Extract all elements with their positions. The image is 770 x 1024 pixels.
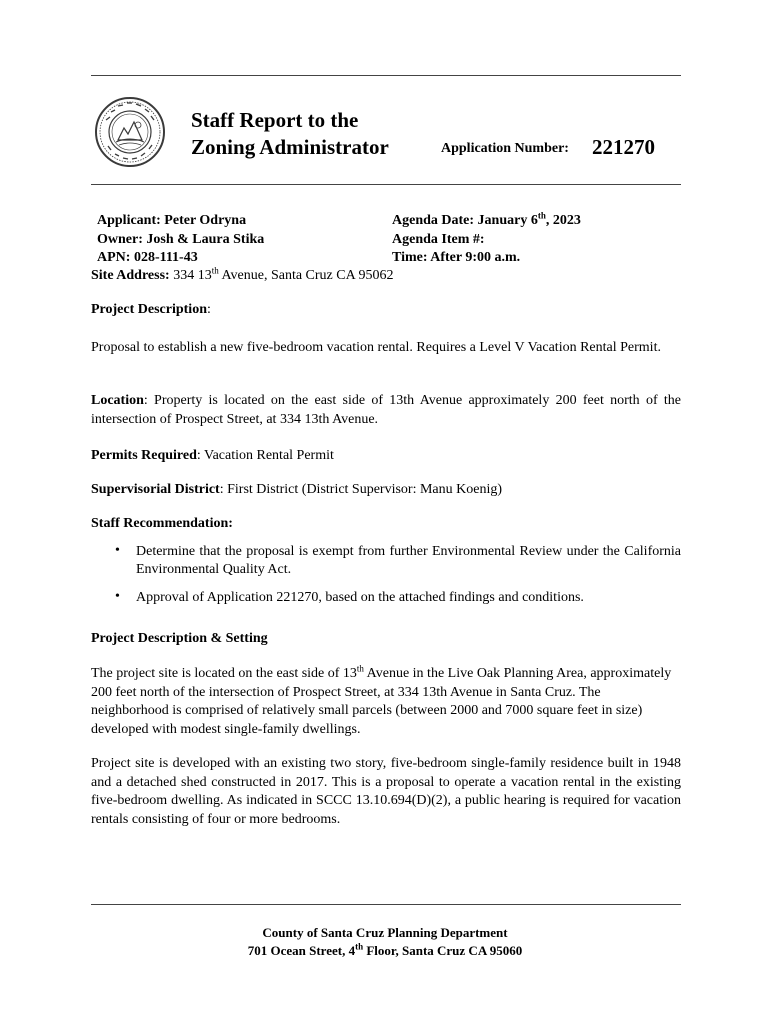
report-title-line1: Staff Report to the bbox=[191, 108, 359, 132]
agenda-date-value: January 6th, 2023 bbox=[477, 210, 581, 228]
footer-divider bbox=[91, 904, 681, 905]
apn-label: APN: bbox=[97, 250, 131, 265]
permits-paragraph: Permits Required: Vacation Rental Permit bbox=[91, 448, 334, 463]
site-address-value: 334 13th Avenue, Santa Cruz CA 95062 bbox=[173, 265, 394, 283]
bullet-icon: • bbox=[115, 589, 120, 604]
apn-value: 028-111-43 bbox=[133, 250, 198, 265]
applicant-value: Peter Odryna bbox=[164, 213, 247, 228]
time-value: After 9:00 a.m. bbox=[430, 250, 521, 265]
site-address-line bbox=[91, 265, 394, 283]
permits-label: Permits Required bbox=[91, 448, 197, 463]
setting-paragraph-2: Project site is developed with an existing two story, five-bedroom single-family residence built in 1948 and a detached shed constructed in 2017. This is a proposal to operate a vacation rental in the existing five-bedroom dwelling. As indicated in SCCC 13.10.694(D)(2), a public hearing is required for vacation rentals consisting of four or more bedrooms. bbox=[91, 756, 681, 827]
footer-address: 701 Ocean Street, 4th Floor, Santa Cruz CA 95060 bbox=[247, 941, 523, 958]
apn-line bbox=[97, 251, 198, 265]
report-title-line2: Zoning Administrator bbox=[191, 135, 389, 159]
top-divider bbox=[91, 75, 681, 76]
county-seal-icon bbox=[94, 96, 166, 168]
location-paragraph: Location: Property is located on the east side of 13th Avenue approximately 200 feet north of the intersection of Prospect Street, at 334 13th Avenue. bbox=[91, 393, 681, 427]
recommendation-item: Determine that the proposal is exempt from further Environmental Review under the California Environmental Quality Act. bbox=[136, 544, 681, 577]
footer-department: County of Santa Cruz Planning Department bbox=[262, 925, 508, 940]
header-divider bbox=[91, 184, 681, 185]
time-line bbox=[392, 251, 520, 265]
owner-label: Owner: bbox=[97, 232, 143, 247]
district-label: Supervisorial District bbox=[91, 482, 220, 497]
setting-heading: Project Description & Setting bbox=[91, 631, 268, 646]
site-address-label: Site Address: bbox=[91, 268, 170, 283]
owner-value: Josh & Laura Stika bbox=[146, 232, 265, 247]
staff-recommendation-heading: Staff Recommendation: bbox=[91, 516, 233, 531]
owner-line bbox=[97, 233, 264, 247]
setting-paragraph-1: The project site is located on the east side of 13th Avenue in the Live Oak Planning Area, approximately 200 feet north of the intersection of Prospect Street, at 334 13th Avenue in Santa Cruz. The neighborhood is comprised of relatively small parcels (between 2000 and 7000 square feet in size) developed with modest single-family dwellings. bbox=[91, 663, 672, 737]
time-label: Time: bbox=[392, 250, 428, 265]
application-number: 221270 bbox=[592, 135, 655, 159]
location-label: Location bbox=[91, 393, 144, 408]
district-paragraph: Supervisorial District: First District (District Supervisor: Manu Koenig) bbox=[91, 482, 503, 497]
agenda-date-line bbox=[392, 210, 581, 228]
recommendation-item: Approval of Application 221270, based on the attached findings and conditions. bbox=[136, 590, 584, 605]
agenda-item-line bbox=[392, 233, 485, 247]
application-number-label: Application Number: bbox=[441, 141, 569, 156]
project-description-heading: Project Description: bbox=[91, 302, 211, 317]
agenda-date-label: Agenda Date: bbox=[392, 213, 475, 228]
applicant-line bbox=[97, 214, 246, 228]
applicant-label: Applicant: bbox=[97, 213, 161, 228]
project-description-text: Proposal to establish a new five-bedroom vacation rental. Requires a Level V Vacation Rental Permit. bbox=[91, 340, 661, 355]
agenda-item-label: Agenda Item #: bbox=[392, 232, 485, 247]
bullet-icon: • bbox=[115, 543, 120, 558]
